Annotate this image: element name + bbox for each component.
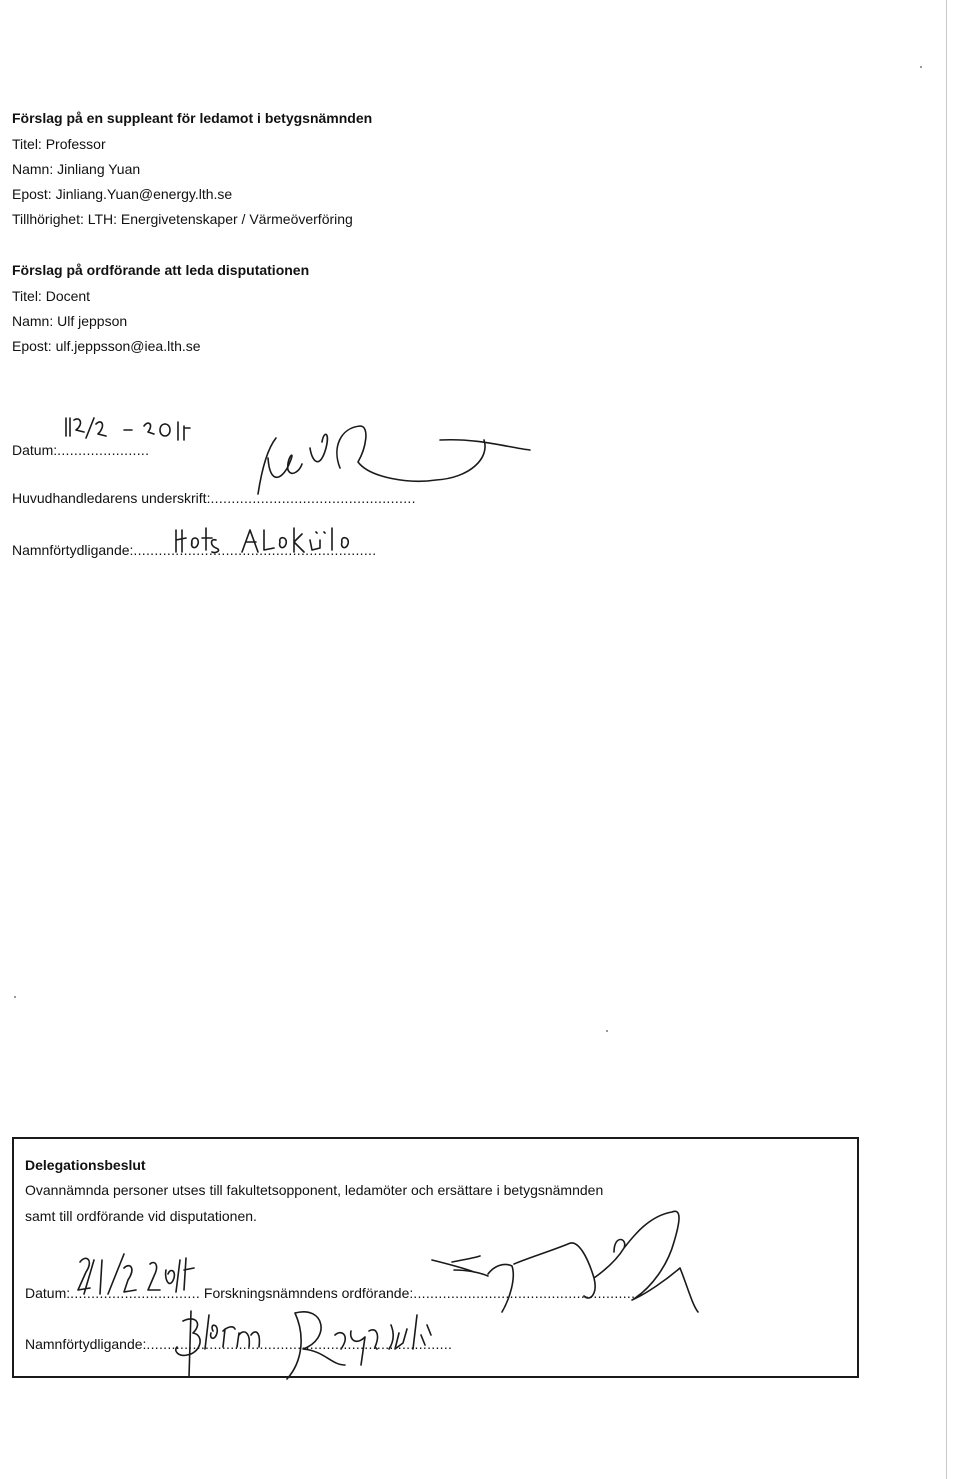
date-dots: ......................: [57, 442, 150, 458]
delegation-name-label: Namnförtydligande:: [25, 1336, 147, 1352]
scan-speck: [14, 996, 16, 998]
signature-label: Huvudhandledarens underskrift:: [12, 490, 211, 506]
chair-dots: ......................................................: [413, 1285, 640, 1301]
scan-edge-line: [946, 0, 947, 1479]
delegation-text-line2: samt till ordförande vid disputationen.: [25, 1208, 257, 1224]
date-label: Datum:: [12, 442, 58, 458]
delegation-name-dots: .........................................................................: [146, 1336, 453, 1352]
section1-email: Epost: Jinliang.Yuan@energy.lth.se: [12, 186, 233, 202]
delegation-date-dots: ...............................: [70, 1285, 201, 1301]
section2-email: Epost: ulf.jeppsson@iea.lth.se: [12, 338, 201, 354]
handwritten-name: [170, 520, 400, 560]
section2-title: Titel: Docent: [12, 288, 91, 304]
section1-affiliation: Tillhörighet: LTH: Energivetenskaper / Värmeöverföring: [12, 211, 353, 227]
delegation-text-line1: Ovannämnda personer utses till fakultetsopponent, ledamöter och ersättare i betygsnämnden: [25, 1182, 604, 1198]
chair-label: Forskningsnämndens ordförande:: [203, 1285, 414, 1301]
section2-name: Namn: Ulf jeppson: [12, 313, 128, 329]
handwritten-chair-name: [155, 1305, 515, 1385]
supervisor-signature: [240, 418, 540, 498]
handwritten-date: [60, 412, 210, 462]
section1-heading: Förslag på en suppleant för ledamot i betygsnämnden: [12, 110, 373, 126]
section2-heading: Förslag på ordförande att leda disputationen: [12, 262, 310, 278]
name-clarification-dots: ..........................................................: [133, 542, 377, 558]
delegation-heading: Delegationsbeslut: [25, 1157, 146, 1173]
signature-dots: .................................................: [210, 490, 416, 506]
scan-speck: [606, 1030, 608, 1032]
section1-title: Titel: Professor: [12, 136, 106, 152]
name-clarification-label: Namnförtydligande:: [12, 542, 134, 558]
section1-name: Namn: Jinliang Yuan: [12, 161, 141, 177]
scan-speck: [920, 66, 922, 68]
handwritten-delegation-date: [72, 1250, 202, 1310]
delegation-date-label: Datum:: [25, 1285, 71, 1301]
